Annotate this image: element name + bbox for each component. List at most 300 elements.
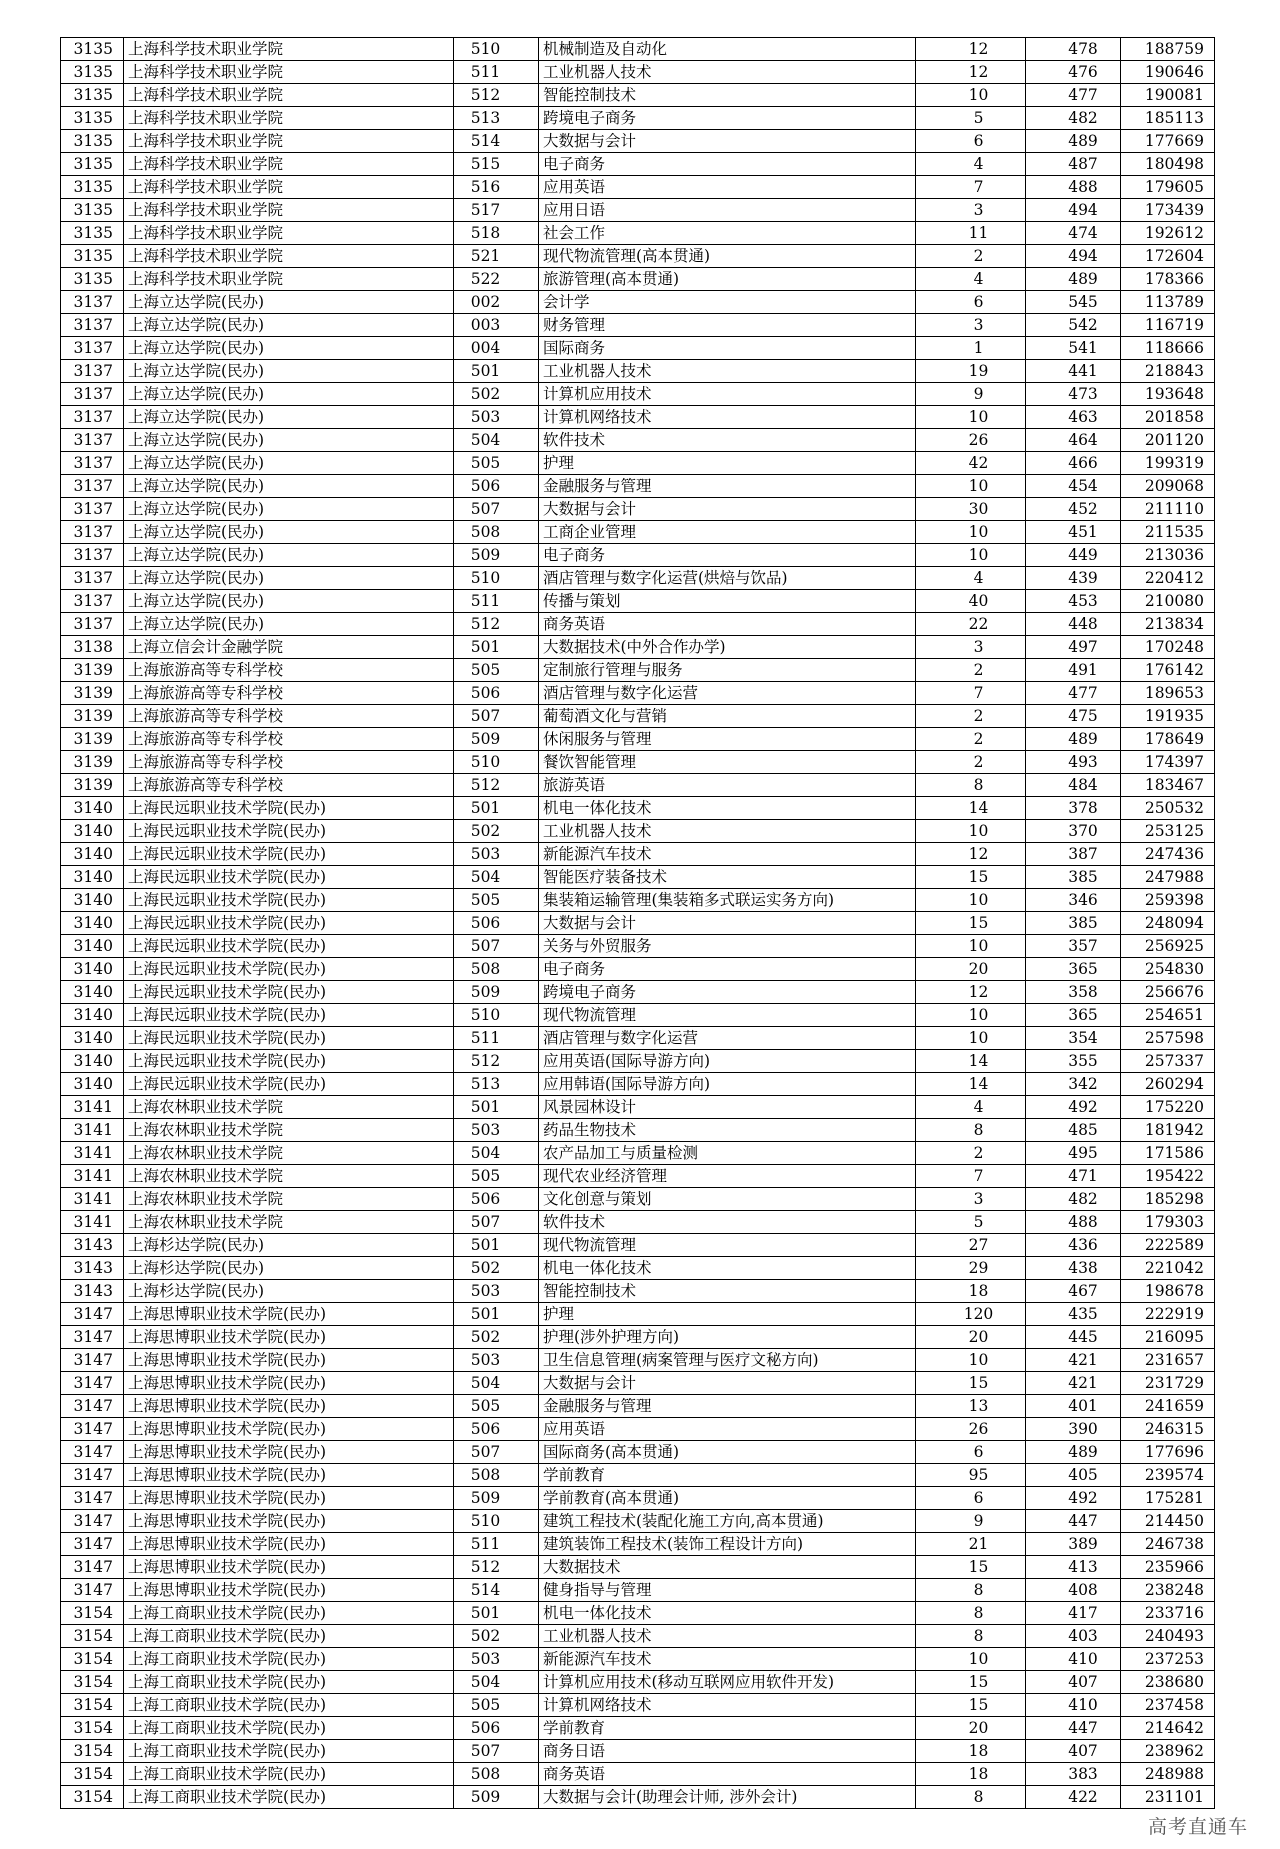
table-row <box>61 245 1215 268</box>
school-name-cell: 上海思博职业技术学院(民办) <box>124 1372 454 1395</box>
major-code-cell: 509 <box>454 1786 539 1809</box>
school-code-cell: 3147 <box>61 1418 124 1441</box>
major-code-cell: 507 <box>454 935 539 958</box>
plan-count-cell: 10 <box>916 935 1026 958</box>
major-name-cell: 财务管理 <box>539 314 916 337</box>
table-row <box>61 797 1215 820</box>
major-name-cell: 工业机器人技术 <box>539 360 916 383</box>
min-score-cell: 407 <box>1026 1740 1121 1763</box>
school-code-cell: 3137 <box>61 590 124 613</box>
min-rank-cell: 181942 <box>1121 1119 1215 1142</box>
major-name-cell: 建筑工程技术(装配化施工方向,高本贯通) <box>539 1510 916 1533</box>
table-row <box>61 1165 1215 1188</box>
min-rank-cell: 233716 <box>1121 1602 1215 1625</box>
major-code-cell: 003 <box>454 314 539 337</box>
table-row <box>61 1211 1215 1234</box>
school-name-cell: 上海民远职业技术学院(民办) <box>124 797 454 820</box>
min-rank-cell: 246738 <box>1121 1533 1215 1556</box>
plan-count-cell: 18 <box>916 1763 1026 1786</box>
major-name-cell: 软件技术 <box>539 1211 916 1234</box>
min-score-cell: 493 <box>1026 751 1121 774</box>
school-name-cell: 上海工商职业技术学院(民办) <box>124 1648 454 1671</box>
major-name-cell: 智能控制技术 <box>539 1280 916 1303</box>
min-rank-cell: 209068 <box>1121 475 1215 498</box>
major-name-cell: 社会工作 <box>539 222 916 245</box>
table-row <box>61 406 1215 429</box>
min-score-cell: 489 <box>1026 728 1121 751</box>
min-rank-cell: 237253 <box>1121 1648 1215 1671</box>
school-name-cell: 上海立达学院(民办) <box>124 590 454 613</box>
major-name-cell: 计算机应用技术(移动互联网应用软件开发) <box>539 1671 916 1694</box>
school-name-cell: 上海农林职业技术学院 <box>124 1096 454 1119</box>
school-name-cell: 上海立达学院(民办) <box>124 291 454 314</box>
min-rank-cell: 213036 <box>1121 544 1215 567</box>
plan-count-cell: 7 <box>916 1165 1026 1188</box>
plan-count-cell: 26 <box>916 429 1026 452</box>
school-name-cell: 上海思博职业技术学院(民办) <box>124 1533 454 1556</box>
min-score-cell: 489 <box>1026 1441 1121 1464</box>
major-name-cell: 护理(涉外护理方向) <box>539 1326 916 1349</box>
min-score-cell: 448 <box>1026 613 1121 636</box>
min-rank-cell: 238962 <box>1121 1740 1215 1763</box>
major-name-cell: 金融服务与管理 <box>539 1395 916 1418</box>
school-code-cell: 3139 <box>61 728 124 751</box>
school-code-cell: 3141 <box>61 1119 124 1142</box>
major-name-cell: 智能控制技术 <box>539 84 916 107</box>
min-score-cell: 407 <box>1026 1671 1121 1694</box>
min-score-cell: 471 <box>1026 1165 1121 1188</box>
school-name-cell: 上海民远职业技术学院(民办) <box>124 1073 454 1096</box>
school-name-cell: 上海民远职业技术学院(民办) <box>124 1050 454 1073</box>
min-score-cell: 441 <box>1026 360 1121 383</box>
table-row <box>61 1349 1215 1372</box>
major-code-cell: 505 <box>454 889 539 912</box>
major-name-cell: 新能源汽车技术 <box>539 843 916 866</box>
min-score-cell: 447 <box>1026 1717 1121 1740</box>
plan-count-cell: 30 <box>916 498 1026 521</box>
school-name-cell: 上海旅游高等专科学校 <box>124 705 454 728</box>
school-name-cell: 上海民远职业技术学院(民办) <box>124 889 454 912</box>
major-name-cell: 电子商务 <box>539 544 916 567</box>
min-rank-cell: 192612 <box>1121 222 1215 245</box>
plan-count-cell: 95 <box>916 1464 1026 1487</box>
major-name-cell: 卫生信息管理(病案管理与医疗文秘方向) <box>539 1349 916 1372</box>
min-score-cell: 491 <box>1026 659 1121 682</box>
min-score-cell: 421 <box>1026 1372 1121 1395</box>
school-name-cell: 上海思博职业技术学院(民办) <box>124 1395 454 1418</box>
plan-count-cell: 12 <box>916 38 1026 61</box>
major-code-cell: 510 <box>454 1510 539 1533</box>
plan-count-cell: 8 <box>916 774 1026 797</box>
table-row <box>61 1464 1215 1487</box>
major-name-cell: 工业机器人技术 <box>539 820 916 843</box>
min-score-cell: 378 <box>1026 797 1121 820</box>
major-name-cell: 护理 <box>539 1303 916 1326</box>
major-code-cell: 512 <box>454 613 539 636</box>
min-rank-cell: 216095 <box>1121 1326 1215 1349</box>
school-code-cell: 3135 <box>61 199 124 222</box>
major-code-cell: 517 <box>454 199 539 222</box>
table-row <box>61 1556 1215 1579</box>
school-code-cell: 3143 <box>61 1280 124 1303</box>
school-name-cell: 上海思博职业技术学院(民办) <box>124 1349 454 1372</box>
table-row <box>61 176 1215 199</box>
min-score-cell: 408 <box>1026 1579 1121 1602</box>
major-code-cell: 501 <box>454 797 539 820</box>
plan-count-cell: 40 <box>916 590 1026 613</box>
school-name-cell: 上海科学技术职业学院 <box>124 38 454 61</box>
min-rank-cell: 210080 <box>1121 590 1215 613</box>
min-rank-cell: 238680 <box>1121 1671 1215 1694</box>
school-code-cell: 3135 <box>61 107 124 130</box>
school-name-cell: 上海科学技术职业学院 <box>124 199 454 222</box>
major-code-cell: 509 <box>454 544 539 567</box>
school-code-cell: 3140 <box>61 820 124 843</box>
min-score-cell: 387 <box>1026 843 1121 866</box>
plan-count-cell: 12 <box>916 981 1026 1004</box>
major-code-cell: 506 <box>454 475 539 498</box>
major-code-cell: 505 <box>454 1694 539 1717</box>
major-code-cell: 502 <box>454 1257 539 1280</box>
school-code-cell: 3135 <box>61 130 124 153</box>
plan-count-cell: 6 <box>916 1441 1026 1464</box>
plan-count-cell: 15 <box>916 1694 1026 1717</box>
min-score-cell: 492 <box>1026 1096 1121 1119</box>
table-row <box>61 498 1215 521</box>
major-code-cell: 502 <box>454 383 539 406</box>
table-row <box>61 1418 1215 1441</box>
min-rank-cell: 256676 <box>1121 981 1215 1004</box>
min-rank-cell: 238248 <box>1121 1579 1215 1602</box>
school-code-cell: 3140 <box>61 1050 124 1073</box>
plan-count-cell: 10 <box>916 1004 1026 1027</box>
table-row <box>61 199 1215 222</box>
plan-count-cell: 15 <box>916 866 1026 889</box>
min-score-cell: 492 <box>1026 1487 1121 1510</box>
table-row <box>61 291 1215 314</box>
plan-count-cell: 20 <box>916 1717 1026 1740</box>
school-name-cell: 上海农林职业技术学院 <box>124 1119 454 1142</box>
school-code-cell: 3147 <box>61 1579 124 1602</box>
major-name-cell: 现代物流管理 <box>539 1004 916 1027</box>
school-code-cell: 3139 <box>61 774 124 797</box>
major-name-cell: 工业机器人技术 <box>539 1625 916 1648</box>
major-code-cell: 503 <box>454 1280 539 1303</box>
table-row <box>61 38 1215 61</box>
major-code-cell: 510 <box>454 38 539 61</box>
major-code-cell: 508 <box>454 1763 539 1786</box>
min-rank-cell: 113789 <box>1121 291 1215 314</box>
major-code-cell: 506 <box>454 1188 539 1211</box>
plan-count-cell: 2 <box>916 705 1026 728</box>
plan-count-cell: 19 <box>916 360 1026 383</box>
school-code-cell: 3137 <box>61 314 124 337</box>
plan-count-cell: 6 <box>916 130 1026 153</box>
plan-count-cell: 12 <box>916 61 1026 84</box>
major-name-cell: 大数据与会计 <box>539 498 916 521</box>
plan-count-cell: 8 <box>916 1602 1026 1625</box>
table-row <box>61 1671 1215 1694</box>
school-name-cell: 上海科学技术职业学院 <box>124 130 454 153</box>
major-name-cell: 风景园林设计 <box>539 1096 916 1119</box>
plan-count-cell: 9 <box>916 383 1026 406</box>
table-row <box>61 1533 1215 1556</box>
min-score-cell: 474 <box>1026 222 1121 245</box>
table-row <box>61 590 1215 613</box>
school-name-cell: 上海民远职业技术学院(民办) <box>124 820 454 843</box>
major-name-cell: 计算机应用技术 <box>539 383 916 406</box>
table-row <box>61 521 1215 544</box>
major-code-cell: 505 <box>454 1395 539 1418</box>
school-code-cell: 3154 <box>61 1786 124 1809</box>
plan-count-cell: 10 <box>916 1648 1026 1671</box>
min-rank-cell: 173439 <box>1121 199 1215 222</box>
table-row <box>61 1280 1215 1303</box>
min-rank-cell: 254830 <box>1121 958 1215 981</box>
table-row <box>61 1602 1215 1625</box>
school-name-cell: 上海民远职业技术学院(民办) <box>124 958 454 981</box>
major-name-cell: 应用英语 <box>539 176 916 199</box>
plan-count-cell: 2 <box>916 245 1026 268</box>
major-code-cell: 511 <box>454 61 539 84</box>
major-name-cell: 学前教育 <box>539 1717 916 1740</box>
school-name-cell: 上海民远职业技术学院(民办) <box>124 866 454 889</box>
table-body <box>61 38 1215 1809</box>
plan-count-cell: 22 <box>916 613 1026 636</box>
min-rank-cell: 213834 <box>1121 613 1215 636</box>
min-score-cell: 405 <box>1026 1464 1121 1487</box>
school-code-cell: 3147 <box>61 1487 124 1510</box>
min-rank-cell: 193648 <box>1121 383 1215 406</box>
major-name-cell: 大数据与会计(助理会计师, 涉外会计) <box>539 1786 916 1809</box>
major-name-cell: 大数据与会计 <box>539 130 916 153</box>
major-code-cell: 504 <box>454 866 539 889</box>
school-name-cell: 上海旅游高等专科学校 <box>124 728 454 751</box>
plan-count-cell: 13 <box>916 1395 1026 1418</box>
min-score-cell: 542 <box>1026 314 1121 337</box>
school-code-cell: 3141 <box>61 1188 124 1211</box>
plan-count-cell: 14 <box>916 1073 1026 1096</box>
plan-count-cell: 7 <box>916 176 1026 199</box>
major-name-cell: 酒店管理与数字化运营(烘焙与饮品) <box>539 567 916 590</box>
school-code-cell: 3154 <box>61 1717 124 1740</box>
school-name-cell: 上海工商职业技术学院(民办) <box>124 1671 454 1694</box>
major-name-cell: 酒店管理与数字化运营 <box>539 682 916 705</box>
table-row <box>61 1717 1215 1740</box>
plan-count-cell: 10 <box>916 475 1026 498</box>
school-code-cell: 3140 <box>61 912 124 935</box>
min-rank-cell: 172604 <box>1121 245 1215 268</box>
table-row <box>61 1027 1215 1050</box>
min-score-cell: 403 <box>1026 1625 1121 1648</box>
plan-count-cell: 2 <box>916 659 1026 682</box>
school-code-cell: 3154 <box>61 1648 124 1671</box>
major-name-cell: 现代物流管理 <box>539 1234 916 1257</box>
major-name-cell: 智能医疗装备技术 <box>539 866 916 889</box>
school-name-cell: 上海杉达学院(民办) <box>124 1257 454 1280</box>
table-row <box>61 1786 1215 1809</box>
min-rank-cell: 259398 <box>1121 889 1215 912</box>
major-code-cell: 516 <box>454 176 539 199</box>
min-score-cell: 473 <box>1026 383 1121 406</box>
school-code-cell: 3147 <box>61 1326 124 1349</box>
table-row <box>61 682 1215 705</box>
school-code-cell: 3135 <box>61 61 124 84</box>
table-row <box>61 613 1215 636</box>
school-code-cell: 3154 <box>61 1740 124 1763</box>
table-row <box>61 107 1215 130</box>
major-name-cell: 健身指导与管理 <box>539 1579 916 1602</box>
table-row <box>61 843 1215 866</box>
table-row <box>61 567 1215 590</box>
min-rank-cell: 175281 <box>1121 1487 1215 1510</box>
school-code-cell: 3139 <box>61 751 124 774</box>
min-rank-cell: 247988 <box>1121 866 1215 889</box>
min-rank-cell: 185298 <box>1121 1188 1215 1211</box>
plan-count-cell: 8 <box>916 1119 1026 1142</box>
major-code-cell: 502 <box>454 820 539 843</box>
plan-count-cell: 6 <box>916 1487 1026 1510</box>
table-row <box>61 981 1215 1004</box>
major-name-cell: 定制旅行管理与服务 <box>539 659 916 682</box>
school-code-cell: 3147 <box>61 1441 124 1464</box>
major-code-cell: 501 <box>454 360 539 383</box>
school-name-cell: 上海工商职业技术学院(民办) <box>124 1717 454 1740</box>
school-code-cell: 3147 <box>61 1556 124 1579</box>
major-name-cell: 商务英语 <box>539 613 916 636</box>
table-row <box>61 705 1215 728</box>
min-score-cell: 383 <box>1026 1763 1121 1786</box>
plan-count-cell: 5 <box>916 1211 1026 1234</box>
min-score-cell: 389 <box>1026 1533 1121 1556</box>
min-rank-cell: 211535 <box>1121 521 1215 544</box>
school-name-cell: 上海思博职业技术学院(民办) <box>124 1326 454 1349</box>
school-name-cell: 上海农林职业技术学院 <box>124 1142 454 1165</box>
major-name-cell: 应用韩语(国际导游方向) <box>539 1073 916 1096</box>
min-score-cell: 413 <box>1026 1556 1121 1579</box>
min-rank-cell: 237458 <box>1121 1694 1215 1717</box>
min-score-cell: 489 <box>1026 268 1121 291</box>
min-rank-cell: 214642 <box>1121 1717 1215 1740</box>
plan-count-cell: 10 <box>916 544 1026 567</box>
major-code-cell: 508 <box>454 521 539 544</box>
major-code-cell: 513 <box>454 107 539 130</box>
min-rank-cell: 198678 <box>1121 1280 1215 1303</box>
major-code-cell: 503 <box>454 1119 539 1142</box>
school-code-cell: 3135 <box>61 153 124 176</box>
school-name-cell: 上海思博职业技术学院(民办) <box>124 1303 454 1326</box>
major-name-cell: 金融服务与管理 <box>539 475 916 498</box>
table-row <box>61 820 1215 843</box>
major-code-cell: 515 <box>454 153 539 176</box>
min-rank-cell: 254651 <box>1121 1004 1215 1027</box>
min-rank-cell: 260294 <box>1121 1073 1215 1096</box>
school-name-cell: 上海农林职业技术学院 <box>124 1188 454 1211</box>
table-row <box>61 61 1215 84</box>
school-code-cell: 3135 <box>61 38 124 61</box>
min-score-cell: 466 <box>1026 452 1121 475</box>
major-code-cell: 510 <box>454 567 539 590</box>
min-rank-cell: 235966 <box>1121 1556 1215 1579</box>
min-rank-cell: 231101 <box>1121 1786 1215 1809</box>
plan-count-cell: 27 <box>916 1234 1026 1257</box>
major-name-cell: 跨境电子商务 <box>539 107 916 130</box>
school-name-cell: 上海民远职业技术学院(民办) <box>124 1027 454 1050</box>
school-code-cell: 3140 <box>61 1073 124 1096</box>
min-score-cell: 447 <box>1026 1510 1121 1533</box>
min-rank-cell: 188759 <box>1121 38 1215 61</box>
min-rank-cell: 214450 <box>1121 1510 1215 1533</box>
school-code-cell: 3141 <box>61 1165 124 1188</box>
plan-count-cell: 8 <box>916 1786 1026 1809</box>
min-score-cell: 390 <box>1026 1418 1121 1441</box>
plan-count-cell: 2 <box>916 751 1026 774</box>
min-rank-cell: 246315 <box>1121 1418 1215 1441</box>
min-rank-cell: 220412 <box>1121 567 1215 590</box>
major-code-cell: 511 <box>454 1533 539 1556</box>
min-score-cell: 410 <box>1026 1648 1121 1671</box>
major-name-cell: 现代农业经济管理 <box>539 1165 916 1188</box>
plan-count-cell: 14 <box>916 1050 1026 1073</box>
major-code-cell: 503 <box>454 406 539 429</box>
min-score-cell: 449 <box>1026 544 1121 567</box>
table-row <box>61 1050 1215 1073</box>
school-name-cell: 上海旅游高等专科学校 <box>124 682 454 705</box>
min-rank-cell: 248988 <box>1121 1763 1215 1786</box>
major-name-cell: 大数据技术(中外合作办学) <box>539 636 916 659</box>
min-rank-cell: 218843 <box>1121 360 1215 383</box>
school-code-cell: 3138 <box>61 636 124 659</box>
plan-count-cell: 5 <box>916 107 1026 130</box>
major-name-cell: 关务与外贸服务 <box>539 935 916 958</box>
min-score-cell: 489 <box>1026 130 1121 153</box>
table-row <box>61 1234 1215 1257</box>
plan-count-cell: 20 <box>916 958 1026 981</box>
school-code-cell: 3137 <box>61 475 124 498</box>
table-row <box>61 889 1215 912</box>
table-row <box>61 475 1215 498</box>
school-code-cell: 3141 <box>61 1096 124 1119</box>
school-name-cell: 上海思博职业技术学院(民办) <box>124 1579 454 1602</box>
major-name-cell: 国际商务(高本贯通) <box>539 1441 916 1464</box>
school-name-cell: 上海科学技术职业学院 <box>124 268 454 291</box>
major-code-cell: 512 <box>454 1556 539 1579</box>
min-score-cell: 417 <box>1026 1602 1121 1625</box>
major-name-cell: 酒店管理与数字化运营 <box>539 1027 916 1050</box>
plan-count-cell: 15 <box>916 1556 1026 1579</box>
table-row <box>61 659 1215 682</box>
major-code-cell: 501 <box>454 1602 539 1625</box>
school-code-cell: 3137 <box>61 521 124 544</box>
school-code-cell: 3135 <box>61 176 124 199</box>
school-name-cell: 上海科学技术职业学院 <box>124 84 454 107</box>
table-row <box>61 153 1215 176</box>
major-code-cell: 501 <box>454 1096 539 1119</box>
plan-count-cell: 20 <box>916 1326 1026 1349</box>
school-code-cell: 3137 <box>61 567 124 590</box>
min-score-cell: 467 <box>1026 1280 1121 1303</box>
table-row <box>61 1188 1215 1211</box>
min-score-cell: 485 <box>1026 1119 1121 1142</box>
major-code-cell: 522 <box>454 268 539 291</box>
plan-count-cell: 1 <box>916 337 1026 360</box>
school-name-cell: 上海民远职业技术学院(民办) <box>124 981 454 1004</box>
major-code-cell: 504 <box>454 1671 539 1694</box>
table-row <box>61 1763 1215 1786</box>
min-rank-cell: 195422 <box>1121 1165 1215 1188</box>
table-row <box>61 1073 1215 1096</box>
min-rank-cell: 240493 <box>1121 1625 1215 1648</box>
